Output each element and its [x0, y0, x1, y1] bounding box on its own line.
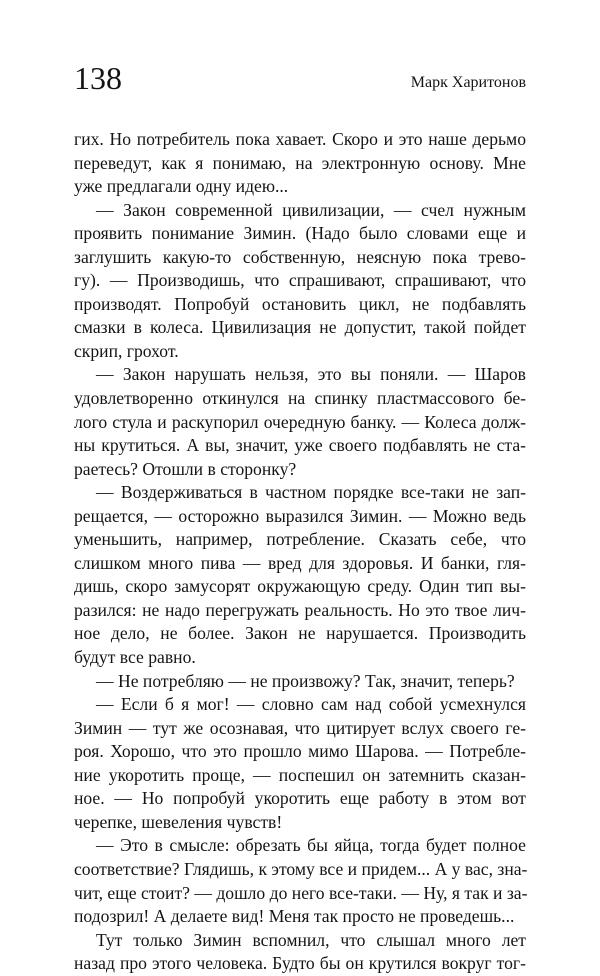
text-line: будут все равно.	[74, 647, 196, 668]
text-line: лого стула и раскупорил очередную банку. — Колеса долж-	[74, 411, 526, 432]
running-head-author: Марк Харитонов	[410, 74, 526, 91]
text-line: разился: не надо перегружать реальность. Но это твое лич-	[74, 599, 526, 620]
text-line: ны крутиться. А вы, значит, уже своего подбавлять не ста-	[74, 435, 526, 456]
text-line: производят. Попробуй остановить цикл, не подбавлять	[74, 293, 526, 314]
text-line: подозрил! А делаете вид! Меня так просто не проведешь...	[74, 906, 515, 927]
text-line: — Если б я мог! — словно сам над собой усмехнулся	[96, 694, 526, 715]
text-line: — Это в смысле: обрезать бы яйца, тогда будет полное	[96, 835, 526, 856]
text-line: чит, еще стоит? — дошло до него все-таки. — Ну, я так и за-	[74, 882, 528, 903]
text-line: гу). — Производишь, что спрашивают, спрашивают, что	[74, 270, 526, 291]
text-line: черепке, шевеления чувств!	[74, 811, 283, 832]
page-number: 138	[74, 60, 122, 96]
text-line: — Не потребляю — не произвожу? Так, значит, теперь?	[96, 670, 515, 691]
text-line: — Закон нарушать нельзя, это вы поняли. — Шаров	[96, 364, 526, 385]
text-line: удовлетворенно откинулся на спинку пластмассового бе-	[74, 388, 526, 409]
text-line: Зимин — тут же осознавая, что цитирует вслух своего ге-	[74, 717, 526, 738]
text-line: — Закон современной цивилизации, — счел нужным	[96, 199, 526, 220]
text-line: проявить понимание Зимин. (Надо было словами еще и	[74, 223, 526, 244]
text-line: назад про этого человека. Будто бы он крутился вокруг тог-	[74, 953, 526, 974]
text-line: раетесь? Отошли в сторонку?	[74, 458, 297, 479]
text-line: гих. Но потребитель пока хавает. Скоро и это наше дерьмо	[74, 129, 526, 149]
text-line: ное. — Но попробуй укоротить еще работу в этом вот	[74, 788, 526, 809]
text-line: ние укоротить проще, — поспешил он затемнить сказан-	[74, 764, 526, 785]
text-line: слишком много пива — вред для здоровья. И банки, гля-	[74, 552, 526, 573]
text-line: Тут только Зимин вспомнил, что слышал много лет	[96, 929, 526, 950]
text-line: — Воздерживаться в частном порядке все-таки не зап-	[96, 482, 526, 503]
text-line: дишь, скоро замусорят окружающую среду. Один тип вы-	[74, 576, 526, 597]
body-text	[74, 128, 526, 976]
text-line: ное дело, не более. Закон не нарушается. Производить	[74, 623, 526, 644]
text-line: роя. Хорошо, что это прошло мимо Шарова. — Потребле-	[74, 741, 526, 762]
text-line: заглушить какую-то собственную, неясную пока трево-	[74, 246, 526, 267]
text-line: смазки в колеса. Цивилизация не допустит, такой пойдет	[74, 317, 526, 338]
text-line: переведут, как я понимаю, на электронную основу. Мне	[74, 152, 526, 173]
text-line: уменьшить, например, потребление. Сказать себе, что	[74, 529, 526, 550]
text-line: уже предлагали одну идею...	[74, 176, 289, 197]
text-line: соответствие? Глядишь, к этому все и придем... А у вас, зна-	[74, 858, 528, 879]
text-line: рещается, — осторожно выразился Зимин. — Можно ведь	[74, 505, 526, 526]
text-line: скрип, грохот.	[74, 340, 179, 361]
